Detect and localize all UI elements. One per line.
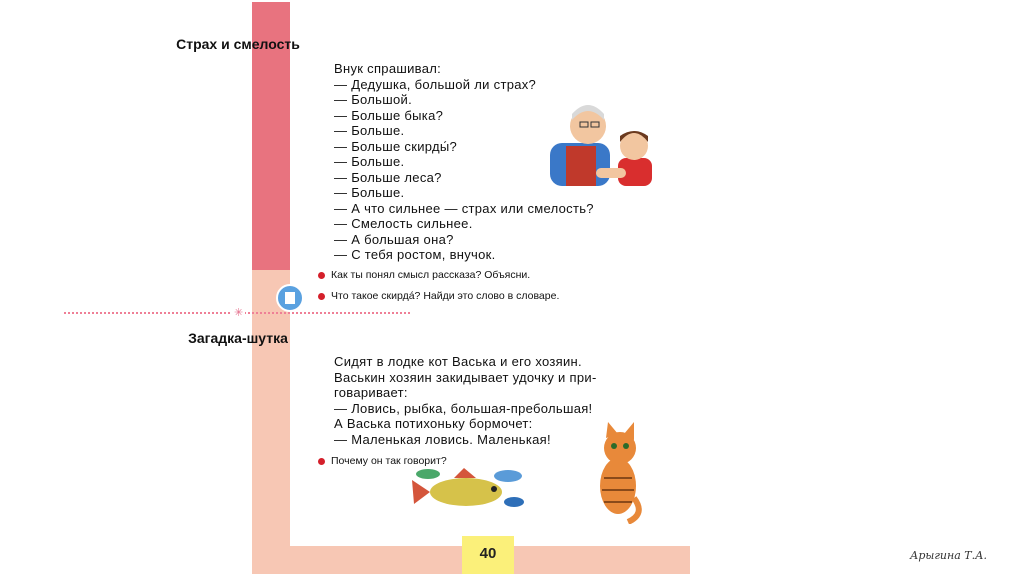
story-line: — С тебя ростом, внучок.: [334, 247, 496, 262]
grandfather-grandson-illustration: [546, 98, 662, 186]
riddle-line: Васькин хозяин закидывает удочку и при-: [334, 370, 597, 385]
cat-illustration: [594, 418, 644, 524]
story-line: — Смелость сильнее.: [334, 216, 473, 231]
story-line: — Больше.: [334, 154, 405, 169]
story-line: — Больше быка?: [334, 108, 444, 123]
story-line: — Большой.: [334, 92, 412, 107]
question-text: Почему он так говорит?: [331, 455, 447, 467]
riddle-line: А Васька потихоньку бормочет:: [334, 416, 533, 431]
story-line: — Больше.: [334, 123, 405, 138]
story-line: — А большая она?: [334, 232, 454, 247]
dictionary-badge-icon: [276, 284, 304, 312]
bullet-icon: [318, 458, 325, 465]
riddle-title: Загадка-шутка: [188, 330, 288, 346]
divider-star-icon: ✳: [234, 307, 244, 319]
riddle-line: Сидят в лодке кот Васька и его хозяин.: [334, 354, 582, 369]
story-line: — Больше.: [334, 185, 405, 200]
story-line: — Дедушка, большой ли страх?: [334, 77, 537, 92]
question-text: Как ты понял смысл рассказа? Объясни.: [331, 269, 531, 281]
question-item: [318, 290, 559, 302]
story-line: — Больше леса?: [334, 170, 442, 185]
question-item: [318, 269, 530, 281]
page-number: 40: [462, 536, 514, 574]
fish-illustration: [404, 462, 534, 514]
riddle-line: — Ловись, рыбка, большая-пребольшая!: [334, 401, 593, 416]
question-text: Что такое скирда́? Найди это слово в словаре.: [331, 290, 560, 302]
story-title: Страх и смелость: [176, 36, 300, 52]
riddle-line: говаривает:: [334, 385, 408, 400]
bullet-icon: [318, 272, 325, 279]
author-signature: Арыгина Т.А.: [910, 549, 987, 562]
riddle-line: — Маленькая ловись. Маленькая!: [334, 432, 551, 447]
story-line: Внук спрашивал:: [334, 61, 442, 76]
bullet-icon: [318, 293, 325, 300]
story-line: — Больше скирды́?: [334, 139, 458, 154]
story-line: — А что сильнее — страх или смелость?: [334, 201, 594, 216]
